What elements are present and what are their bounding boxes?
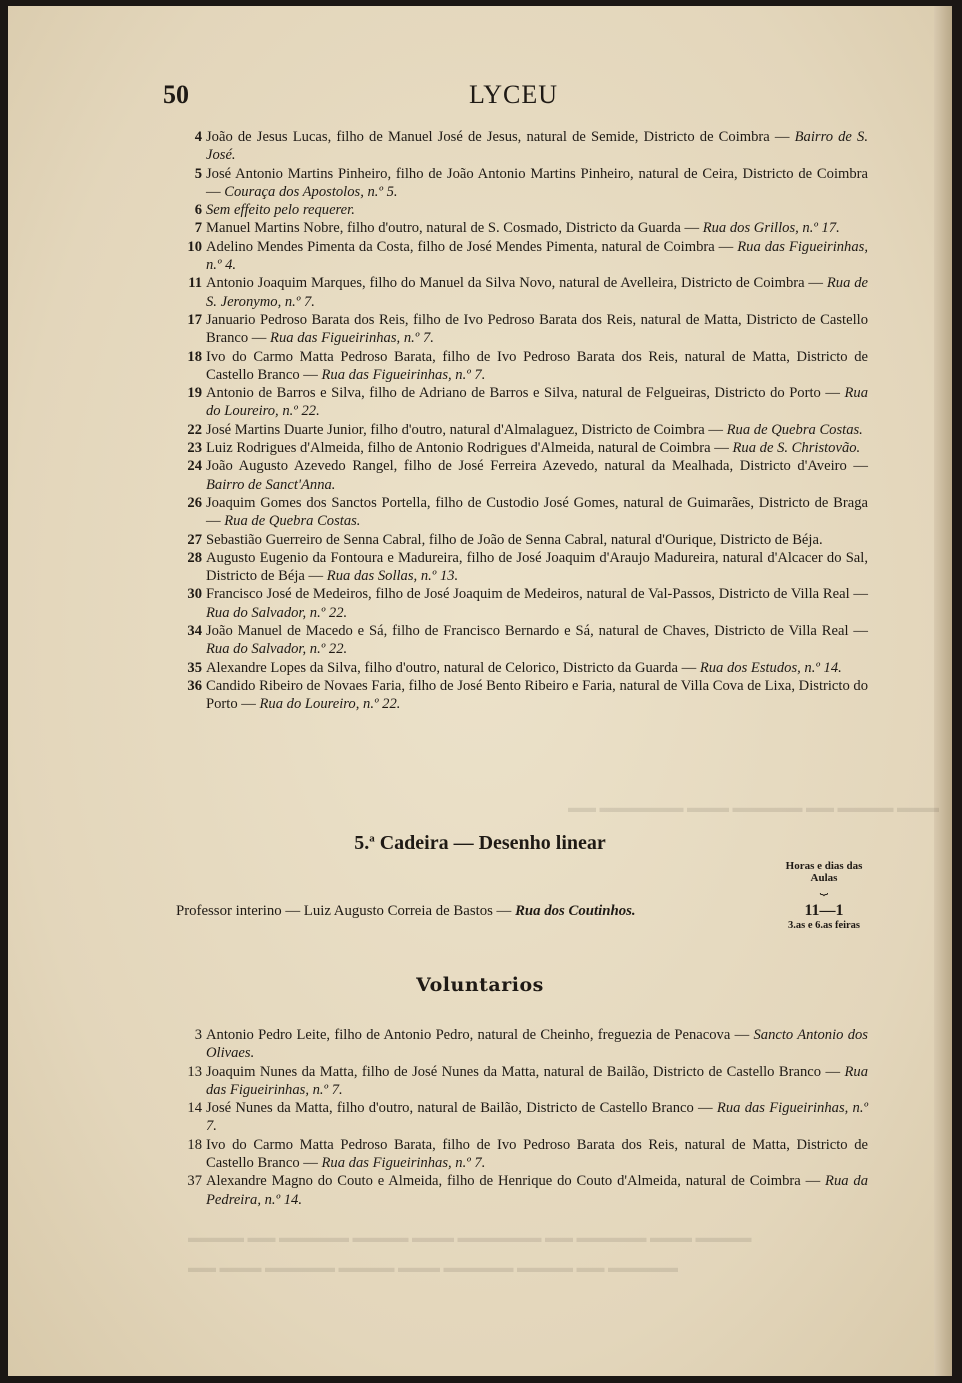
volunteer-entry: 13 Joaquim Nunes da Matta, filho de José Nunes da Matta, natural de Bailão, Districto de Castello Branco — Rua das Figueirinhas, n.º 7. xyxy=(187,1063,868,1098)
volunteer-list xyxy=(168,1026,868,1209)
student-entry: 30 Francisco José de Medeiros, filho de José Joaquim de Medeiros, natural de Val-Passos, Districto de Villa Real — Rua do Salvador, n.º 22. xyxy=(187,586,868,621)
student-entry: 17 Januario Pedroso Barata dos Reis, filho de Ivo Pedroso Barata dos Reis, natural de Matta, Districto de Castello Branco — Rua das Figueirinhas, n.º 7. xyxy=(187,311,868,347)
page-number: 50 xyxy=(163,80,189,109)
student-entry: 11 Antonio Joaquim Marques, filho do Manuel da Silva Novo, natural de Avelleira, Districto de Coimbra — Rua de S. Jeronymo, n.º 7. xyxy=(188,275,868,310)
volunteer-entry: 14 José Nunes da Matta, filho d'outro, natural de Bailão, Districto de Castello Branco — Rua das Figueirinhas, n.º 7. xyxy=(187,1100,868,1135)
student-entry: 4 João de Jesus Lucas, filho de Manuel José de Jesus, natural de Semide, Districto de Coimbra — Bairro de S. José. xyxy=(194,129,868,164)
student-entry: 34 João Manuel de Macedo e Sá, filho de Francisco Bernardo e Sá, natural de Chaves, Districto de Villa Real — Rua do Salvador, n.º 22. xyxy=(187,623,868,658)
volunteer-entry: 37 Alexandre Magno do Couto e Almeida, filho de Henrique do Couto d'Almeida, natural de Coimbra — Rua da Pedreira, n.º 14. xyxy=(187,1173,868,1208)
document-page xyxy=(8,6,952,1376)
running-head xyxy=(163,80,863,120)
hours-box xyxy=(784,860,864,932)
hours-time: 11—1 xyxy=(804,902,844,919)
student-entry: 5 José Antonio Martins Pinheiro, filho de João Antonio Martins Pinheiro, natural de Ceira, Districto de Coimbra — Couraça dos Apostolos, n.º 5. xyxy=(194,165,868,200)
student-entry: 6 Sem effeito pelo requerer. xyxy=(194,202,355,219)
hours-days: 3.as e 6.as feiras xyxy=(787,920,861,931)
student-entry: 7 Manuel Martins Nobre, filho d'outro, natural de S. Cosmado, Districto da Guarda — Rua dos Grillos, n.º 17. xyxy=(194,220,840,237)
student-entry: 35 Alexandre Lopes da Silva, filho d'outro, natural de Celorico, Districto da Guarda — Rua dos Estudos, n.º 14. xyxy=(187,659,842,676)
student-entry: 27 Sebastião Guerreiro de Senna Cabral, filho de João de Senna Cabral, natural d'Ourique, Districto de Béja. xyxy=(187,531,823,548)
student-entry: 36 Candido Ribeiro de Novaes Faria, filho de José Bento Ribeiro e Faria, natural de Villa Cova de Lixa, Districto do Porto — Rua do Loureiro, n.º 22. xyxy=(187,677,868,713)
bleed-through-texture: ▬▬▬▬ ▬▬▬ ▬▬▬▬▬ ▬▬ ▬▬▬▬▬▬ ▬▬▬ ▬▬▬▬ ▬▬▬▬▬ ▬▬ ▬▬▬▬ xyxy=(188,1231,752,1246)
student-entry: 24 João Augusto Azevedo Rangel, filho de José Ferreira Azevedo, natural da Mealhada, Districto d'Aveiro — Bairro de Sanct'Anna. xyxy=(187,458,868,493)
student-entry: 10 Adelino Mendes Pimenta da Costa, filho de José Mendes Pimenta, natural de Coimbra — Rua das Figueirinhas, n.º 4. xyxy=(187,238,868,274)
bleed-through-texture: ▬▬▬▬▬ ▬▬ ▬▬▬▬ ▬▬▬▬▬ ▬▬▬ ▬▬▬▬ ▬▬▬▬▬ ▬▬▬ ▬▬ xyxy=(188,1261,678,1276)
student-list xyxy=(168,128,868,714)
student-entry: 22 José Martins Duarte Junior, filho d'outro, natural d'Almalaguez, Districto de Coimbra — Rua de Quebra Costas. xyxy=(187,421,863,438)
page-binding-edge xyxy=(934,6,952,1376)
hours-header: Horas e dias das Aulas xyxy=(785,860,863,884)
section-title: 5.$^a$ Cadeira — Desenho linear xyxy=(354,832,606,854)
journal-title: LYCEU xyxy=(469,80,559,109)
student-entry: 26 Joaquim Gomes dos Sanctos Portella, filho de Custodio José Gomes, natural de Guimarães, Districto de Braga — Rua de Quebra Costas. xyxy=(187,494,868,530)
volunteers-title: Voluntarios xyxy=(416,974,544,996)
brace-icon: ⏟ xyxy=(819,881,829,896)
bleed-through-texture: ▬▬▬ ▬▬▬▬ ▬▬ ▬▬▬▬▬ ▬▬▬ ▬▬▬▬▬▬ ▬▬ xyxy=(568,801,939,816)
volunteer-entry: 3 Antonio Pedro Leite, filho de Antonio Pedro, natural de Cheinho, freguezia de Penacova — Sancto Antonio dos Olivaes. xyxy=(194,1027,868,1062)
professor-line: Professor interino — Luiz Augusto Correia de Bastos — Rua dos Coutinhos. xyxy=(176,903,636,919)
student-entry: 18 Ivo do Carmo Matta Pedroso Barata, filho de Ivo Pedroso Barata dos Reis, natural de Matta, Districto de Castello Branco — Rua das Figueirinhas, n.º 7. xyxy=(187,348,868,383)
student-entry: 23 Luiz Rodrigues d'Almeida, filho de Antonio Rodrigues d'Almeida, natural de Coimbra — Rua de S. Christovão. xyxy=(187,440,861,457)
student-entry: 28 Augusto Eugenio da Fontoura e Madureira, filho de José Joaquim d'Araujo Madureira, natural d'Alcacer do Sal, Districto de Béja — Rua das Sollas, n.º 13. xyxy=(187,549,868,585)
student-entry: 19 Antonio de Barros e Silva, filho de Adriano de Barros e Silva, natural de Felgueiras, Districto do Porto — Rua do Loureiro, n.º 22. xyxy=(187,385,868,420)
volunteer-entry: 18 Ivo do Carmo Matta Pedroso Barata, filho de Ivo Pedroso Barata dos Reis, natural de Matta, Districto de Castello Branco — Rua das Figueirinhas, n.º 7. xyxy=(187,1136,868,1172)
